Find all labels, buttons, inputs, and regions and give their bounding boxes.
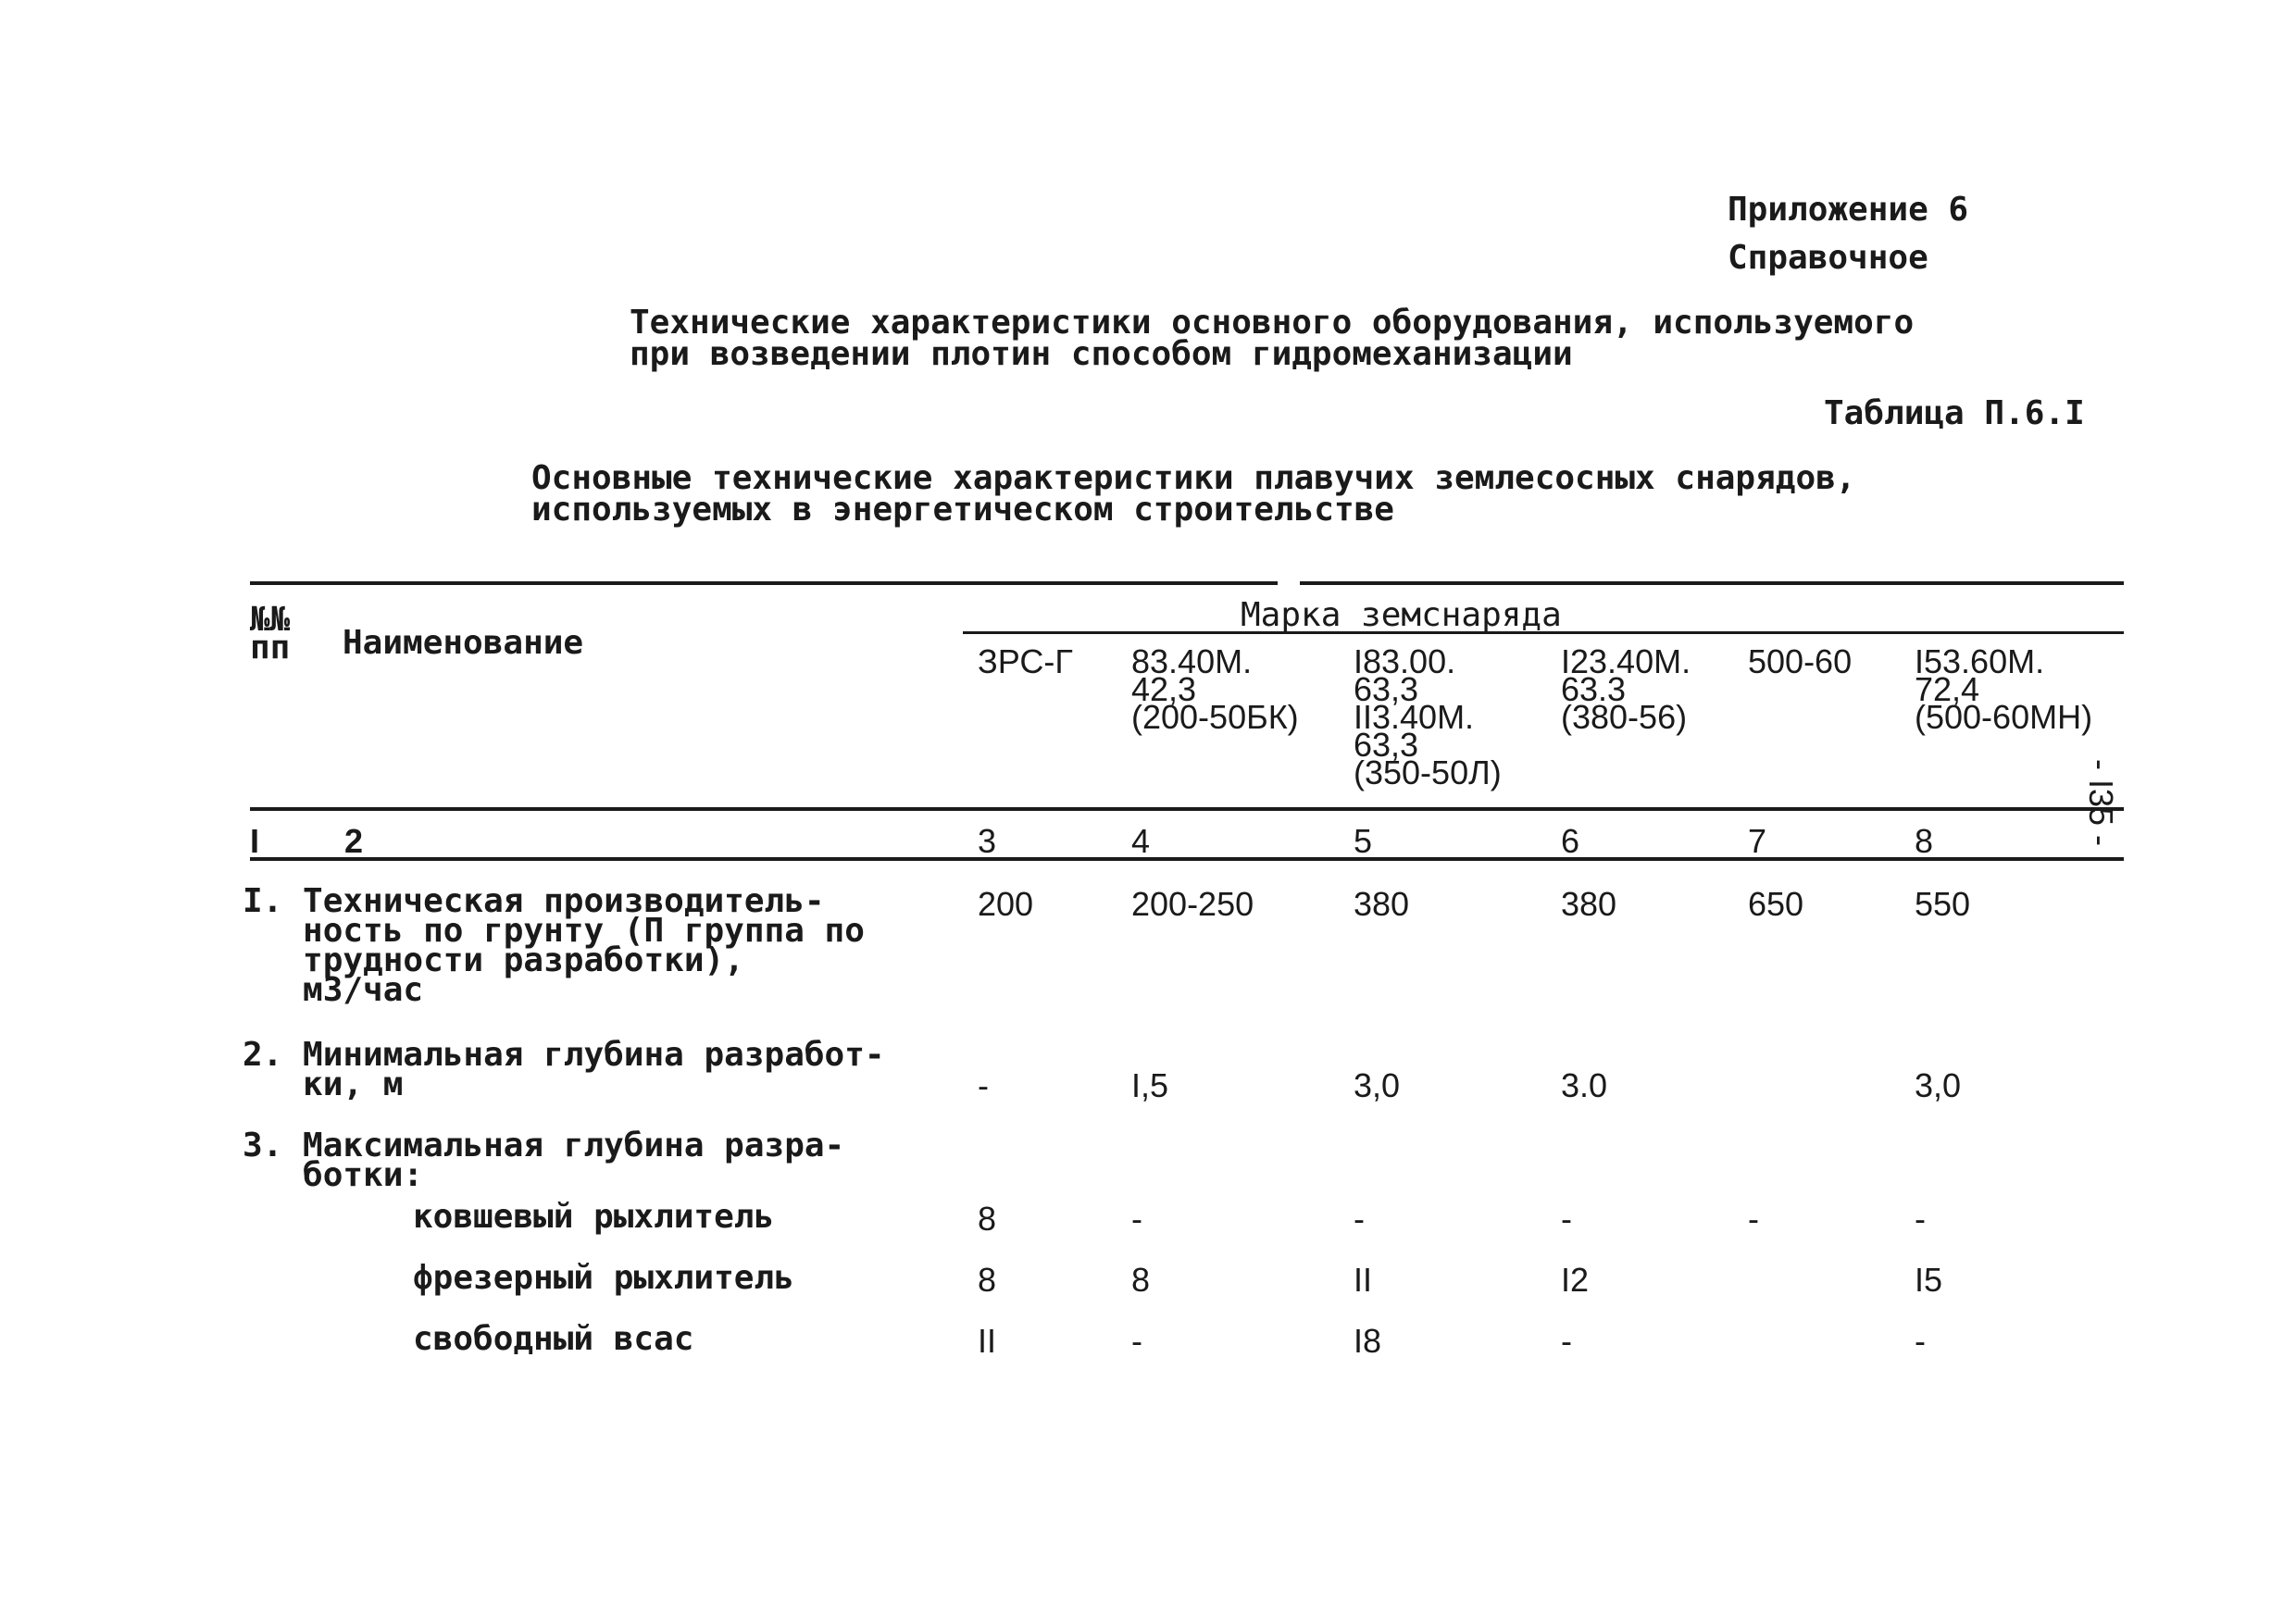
row-3c-col-8: -: [1915, 1322, 1926, 1360]
row-2-label: 2. Минимальная глубина разработ- ки, м: [243, 1036, 885, 1103]
table-title-line-2: используемых в энергетическом строительстве: [531, 491, 1394, 529]
col-number-7: 7: [1748, 822, 1767, 860]
appendix-type: Справочное: [1728, 239, 1928, 277]
col-number-4: 4: [1131, 822, 1151, 860]
row-3a-col-8: -: [1915, 1200, 1926, 1238]
row-2-col-8: 3,0: [1915, 1066, 1962, 1104]
header-model-6: I53.60М. 72,4 (500-60МН): [1915, 642, 2093, 736]
row-2-col-4: I,5: [1131, 1066, 1169, 1104]
table-top-rule-left: [250, 581, 1278, 585]
row-1-col-8: 550: [1915, 885, 1971, 923]
row-2-col-5: 3,0: [1354, 1066, 1401, 1104]
row-3b-label: фрезерный рыхлитель: [413, 1259, 794, 1297]
row-1-col-5: 380: [1354, 885, 1410, 923]
row-3a-col-4: -: [1131, 1200, 1142, 1238]
col-number-6: 6: [1561, 822, 1580, 860]
header-num-label: №№ пп: [250, 601, 291, 666]
table-number: Таблица П.6.I: [1824, 394, 2085, 432]
row-3c-col-6: -: [1561, 1322, 1572, 1360]
row-3b-col-8: I5: [1915, 1261, 1943, 1299]
col-number-3: 3: [978, 822, 997, 860]
header-group-label: Марка земснаряда: [1241, 596, 1562, 634]
header-model-2: 83.40М. 42,3 (200-50БК): [1131, 642, 1299, 736]
col-number-8: 8: [1915, 822, 1934, 860]
row-3c-col-5: I8: [1354, 1322, 1382, 1360]
column-number-rule: [250, 857, 2124, 861]
main-title-line-1: Технические характеристики основного оборудования, используемого: [630, 304, 1915, 342]
row-3b-col-5: II: [1354, 1261, 1373, 1299]
row-3b-col-3: 8: [978, 1261, 997, 1299]
row-1-col-7: 650: [1748, 885, 1804, 923]
col-number-2: 2: [344, 822, 364, 860]
row-2-col-6: 3.0: [1561, 1066, 1608, 1104]
row-1-col-6: 380: [1561, 885, 1617, 923]
row-1-col-3: 200: [978, 885, 1034, 923]
row-3-label: 3. Максимальная глубина разра- ботки:: [243, 1127, 845, 1194]
col-number-1: I: [250, 822, 260, 860]
header-bottom-rule: [250, 807, 2124, 811]
header-model-5: 500-60: [1748, 642, 1853, 680]
header-model-4: I23.40М. 63.3 (380-56): [1561, 642, 1691, 736]
row-3a-col-5: -: [1354, 1200, 1365, 1238]
main-title-line-2: при возведении плотин способом гидромеханизации: [630, 335, 1573, 373]
header-model-1: ЗРС-Г: [978, 642, 1073, 680]
row-1-col-4: 200-250: [1131, 885, 1254, 923]
table-top-rule-right: [1300, 581, 2124, 585]
row-2-col-3: -: [978, 1066, 989, 1104]
row-3a-col-7: -: [1748, 1200, 1759, 1238]
header-model-3: I83.00. 63,3 II3.40М. 63,3 (350-50Л): [1354, 642, 1502, 791]
header-name-label: Наименование: [343, 624, 584, 662]
row-3b-col-4: 8: [1131, 1261, 1151, 1299]
row-3a-col-6: -: [1561, 1200, 1572, 1238]
row-3c-label: свободный всас: [413, 1320, 694, 1358]
appendix-label: Приложение 6: [1728, 191, 1969, 229]
row-3a-col-3: 8: [978, 1200, 997, 1238]
table-title-line-1: Основные технические характеристики плавучих землесосных снарядов,: [531, 459, 1856, 497]
row-1-label: I. Техническая производитель- ность по грунту (П группа по трудности разработки), м3/час: [243, 882, 865, 1009]
row-3b-col-6: I2: [1561, 1261, 1590, 1299]
row-3c-col-3: II: [978, 1322, 997, 1360]
row-3c-col-4: -: [1131, 1322, 1142, 1360]
page-number: - I35 -: [2082, 759, 2120, 847]
row-3a-label: ковшевый рыхлитель: [413, 1198, 775, 1236]
col-number-5: 5: [1354, 822, 1373, 860]
